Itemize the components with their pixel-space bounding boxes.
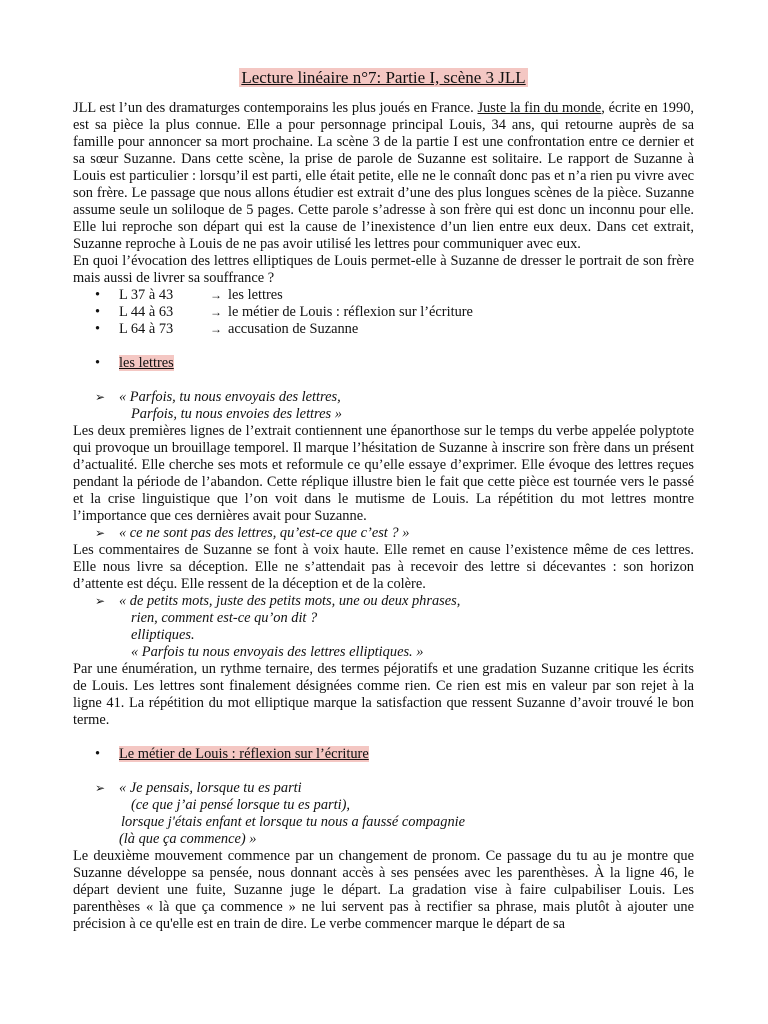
arrow-bullet-icon: ➢ [95,526,106,540]
document-page [73,68,694,933]
page-title: Lecture linéaire n°7: Partie I, scène 3 JLL [241,68,526,87]
section-heading-lettres [73,355,694,372]
intro-paragraph [73,100,694,253]
title-row [73,68,694,88]
quote-line: elliptiques. [131,627,195,643]
plan-lines: L 64 à 73 [119,321,174,337]
analysis-paragraph: Les commentaires de Suzanne se font à voix haute. Elle remet en cause l’existence même de ces lettres. Elle nous livre sa déception. Elle ne s’attendait pas à recevoir des lettre si décevantes : son horizon d’attente est déçu. Elle ressent de la déception et de la colère. [73,542,694,592]
quote-block [73,780,694,848]
quote-line: « Parfois tu nous envoyais des lettres elliptiques. » [131,644,424,660]
plan-lines: L 37 à 43 [119,287,174,303]
arrow-bullet-icon: ➢ [95,781,106,795]
plan-item [73,321,694,338]
quote-line: « de petits mots, juste des petits mots, une ou deux phrases, [119,593,461,609]
quote-line: (là que ça commence) » [119,831,257,847]
arrow-bullet-icon: ➢ [95,594,106,608]
quote-block [73,525,694,542]
arrow-bullet-icon: ➢ [95,390,106,404]
arrow-icon: → [210,288,222,302]
quote-block [73,389,694,423]
problematique: En quoi l’évocation des lettres elliptiques de Louis permet-elle à Suzanne de dresser le portrait de son frère mais aussi de livrer sa souffrance ? [73,253,694,286]
analysis-paragraph: Par une énumération, un rythme ternaire, des termes péjoratifs et une gradation Suzanne critique les écrits de Louis. Les lettres sont finalement désignées comme rien. Ce rien est mis en valeur par son rejet à la ligne 41. La répétition du mot elliptique marque la satisfaction que ressent Suzanne d’avoir trouvé le bon terme. [73,661,694,728]
plan-item [73,287,694,304]
work-title-link: Juste la fin du monde [477,100,602,116]
quote-line: « Parfois, tu nous envoyais des lettres, [119,389,341,405]
section-heading-text: les lettres [119,355,174,371]
plan-lines: L 44 à 63 [119,304,174,320]
arrow-icon: → [210,322,222,336]
plan-topic: les lettres [228,287,283,303]
quote-line: « Je pensais, lorsque tu es parti [119,780,302,796]
quote-block [73,593,694,661]
quote-line: (ce que j’ai pensé lorsque tu es parti), [131,797,351,813]
analysis-paragraph: Le deuxième mouvement commence par un changement de pronom. Ce passage du tu au je montre que Suzanne développe sa pensée, nous donnant accès à ses pensées avec les parenthèses. À la ligne 46, le départ devient une fuite, Suzanne juge le départ. La gradation vise à faire culpabiliser Louis. Les parenthèses « là que ça commence » ne lui servent pas à rectifier sa phrase, mais plutôt à ajouter une précision à ce qu'elle est en train de dire. Le verbe commencer marque le départ de sa [73,848,694,932]
section-heading-text: Le métier de Louis : réflexion sur l’écriture [119,746,369,762]
plan-list [73,287,694,338]
plan-topic: accusation de Suzanne [228,321,359,337]
arrow-icon: → [210,305,222,319]
intro-text-start: JLL est l’un des dramaturges contemporains les plus joués en France. [73,100,478,116]
plan-item [73,304,694,321]
quote-line: Parfois, tu nous envoies des lettres » [131,406,342,422]
analysis-paragraph: Les deux premières lignes de l’extrait contiennent une épanorthose sur le temps du verbe appelée polyptote qui provoque un brouillage temporel. Il marque l’hésitation de Suzanne à inscrire son frère dans un présent d’actualité. Elle cherche ses mots et reformule ce qu’elle essaye d’exprimer. Elle évoque des lettres reçues pendant la période de l’abandon. Cette réplique illustre bien le fait que cette pièce est tournée vers le passé et la crise linguistique que l’on voit dans le mutisme de Louis. La répétition du mot lettres montre l’importance que ces dernières avait pour Suzanne. [73,423,694,524]
quote-line: « ce ne sont pas des lettres, qu’est-ce que c’est ? » [119,525,410,541]
quote-line: lorsque j'étais enfant et lorsque tu nous a faussé compagnie [121,814,466,830]
intro-text-end: , écrite en 1990, est sa pièce la plus connue. Elle a pour personnage principal Louis, 34 ans, qui retourne auprès de sa famille pour annoncer sa mort prochaine. La scène 3 de la partie I est une confrontation entre ce dernier et sa sœur Suzanne. Dans cette scène, la prise de parole de Suzanne est solitaire. Le rapport de Suzanne à Louis est particulier : lorsqu’il est parti, elle était petite, elle ne le connaît donc pas et n’a rien pu vivre avec son frère. Le passage que nous allons étudier est extrait d’une des plus longues scènes de la pièce. Suzanne assume seule un soliloque de 5 pages. Cette parole s’adresse à son frère qui est donc un inconnu pour elle. Elle lui reproche son départ qui est la cause de l’inexistence d’un lien entre eux deux. Dans cet extrait, Suzanne reproche à Louis de ne pas avoir utilisé les lettres pour communiquer avec eux. [73,100,694,252]
section-heading-metier [73,746,694,763]
quote-line: rien, comment est-ce qu’on dit ? [131,610,318,626]
plan-topic: le métier de Louis : réflexion sur l’écriture [228,304,473,320]
